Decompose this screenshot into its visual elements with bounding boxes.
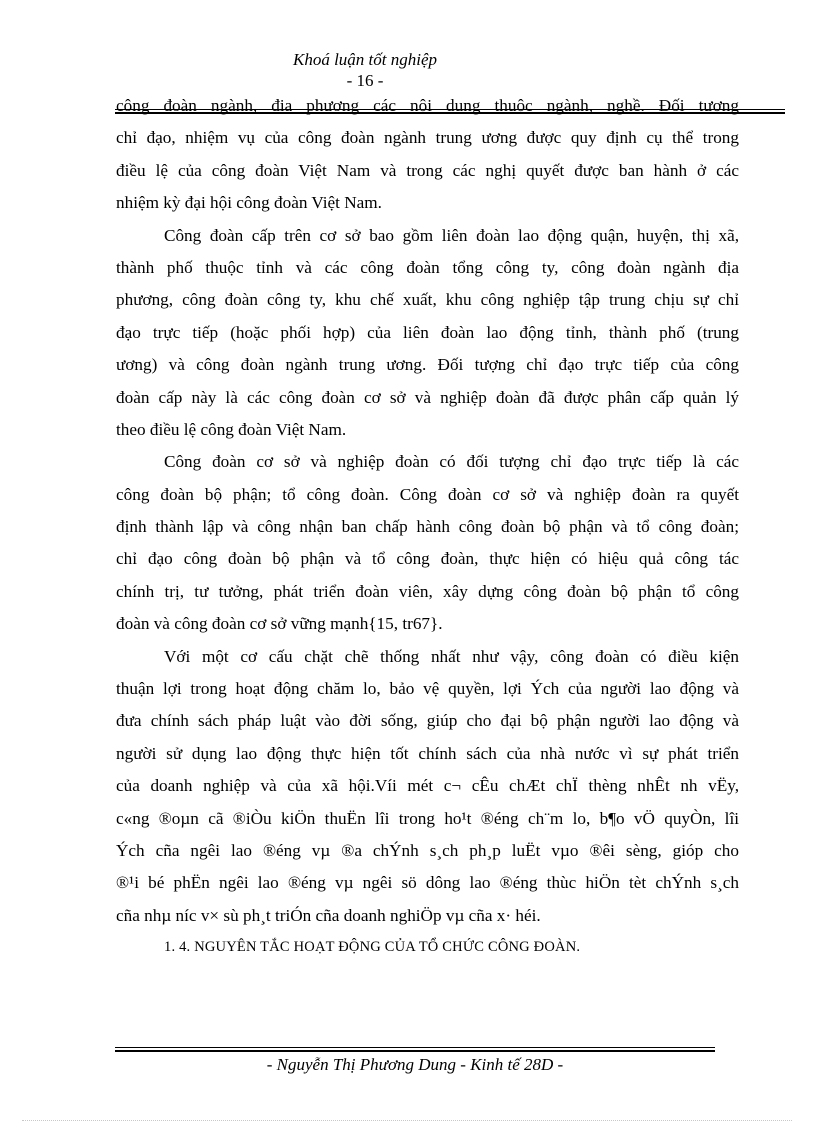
text-line: cña nhµ níc v× sù ph¸t triÓn cña doanh nghiÖp vµ cña x· héi. bbox=[116, 905, 541, 925]
text-line: điều lệ của công đoàn Việt Nam và trong các nghị quyết được ban hành ở các bbox=[116, 160, 739, 180]
page-number: - 16 - bbox=[346, 71, 384, 90]
text-line: công đoàn bộ phận; tổ công đoàn. Công đoàn cơ sở và nghiệp đoàn ra quyết bbox=[116, 484, 739, 504]
text-line: chính trị, tư tưởng, phát triển đoàn viên, xây dựng công đoàn bộ phận tổ công bbox=[116, 581, 739, 601]
text-line: chỉ đạo, nhiệm vụ của công đoàn ngành trung ương được quy định cụ thể trong bbox=[116, 128, 739, 148]
header-rule bbox=[115, 112, 785, 114]
text-line: Công đoàn cơ sở và nghiệp đoàn có đối tượng chỉ đạo trực tiếp là các bbox=[164, 452, 739, 472]
footer-author: - Nguyễn Thị Phương Dung - Kinh tế 28D - bbox=[266, 1055, 564, 1074]
text-line: chỉ đạo công đoàn bộ phận và tổ công đoàn, thực hiện có hiệu quả công tác bbox=[116, 549, 739, 569]
text-line: đưa chính sách pháp luật vào đời sống, giúp cho đại bộ phận người lao động và bbox=[116, 711, 739, 731]
text-line: c«ng ®oµn cã ®iÒu kiÖn thuËn lîi trong ho¹t ®éng ch¨m lo, b¶o vÖ quyÒn, lîi bbox=[116, 808, 739, 828]
text-line: công đoàn ngành, địa phương các nội dung thuộc ngành, nghề. Đối tượng bbox=[116, 96, 739, 115]
text-line: Ých cña ngêi lao ®éng vµ ®a chÝnh s¸ch ph¸p luËt vµo ®êi sèng, gióp cho bbox=[116, 840, 739, 860]
text-line: phương, công đoàn công ty, khu chế xuất, khu công nghiệp tập trung chịu sự chỉ bbox=[116, 290, 739, 310]
header-title: Khoá luận tốt nghiệp bbox=[292, 50, 438, 69]
text-line: Với một cơ cấu chặt chẽ thống nhất như vậy, công đoàn có điều kiện bbox=[164, 646, 739, 666]
text-line: đạo trực tiếp (hoặc phối hợp) của liên đoàn lao động tỉnh, thành phố (trung bbox=[116, 322, 739, 342]
text-line: định thành lập và công nhận ban chấp hành công đoàn bộ phận và tổ công đoàn; bbox=[116, 517, 739, 537]
text-line: theo điều lệ công đoàn Việt Nam. bbox=[116, 419, 347, 439]
text-line: ương) và công đoàn ngành trung ương. Đối tượng chỉ đạo trực tiếp của công bbox=[116, 355, 739, 375]
text-line: đoàn và công đoàn cơ sở vững mạnh{15, tr67}. bbox=[116, 614, 443, 634]
body-text bbox=[116, 94, 739, 969]
text-line: đoàn cấp này là các công đoàn cơ sở và nghiệp đoàn đã được phân cấp quản lý bbox=[116, 387, 739, 407]
text-line: ®¹i bé phËn ngêi lao ®éng vµ ngêi sö dông lao ®éng thùc hiÖn tèt chÝnh s¸ch bbox=[116, 873, 739, 893]
section-heading: 1. 4. NGUYÊN TẮC HOẠT ĐỘNG CỦA TỔ CHỨC CÔNG ĐOÀN. bbox=[164, 939, 581, 956]
text-line: Công đoàn cấp trên cơ sở bao gồm liên đoàn lao động quận, huyện, thị xã, bbox=[164, 225, 739, 245]
footer-rule bbox=[115, 1050, 715, 1052]
page-edge bbox=[22, 1120, 792, 1121]
text-line: thuận lợi trong hoạt động chăm lo, bảo vệ quyền, lợi Ých của người lao động và bbox=[116, 679, 739, 699]
text-line: của doanh nghiệp và của xã hội.Víi mét c¬ cÊu chÆt chÏ thèng nhÊt nh vËy, bbox=[116, 776, 739, 796]
footer-rule bbox=[115, 1047, 715, 1048]
text-line: người sử dụng lao động thực hiện tốt chính sách của nhà nước vì sự phát triển bbox=[116, 743, 739, 763]
text-line: nhiệm kỳ đại hội công đoàn Việt Nam. bbox=[116, 193, 382, 213]
text-line: thành phố thuộc tỉnh và các công đoàn tổng công ty, công đoàn ngành địa bbox=[116, 257, 739, 277]
header-rule bbox=[115, 109, 785, 110]
